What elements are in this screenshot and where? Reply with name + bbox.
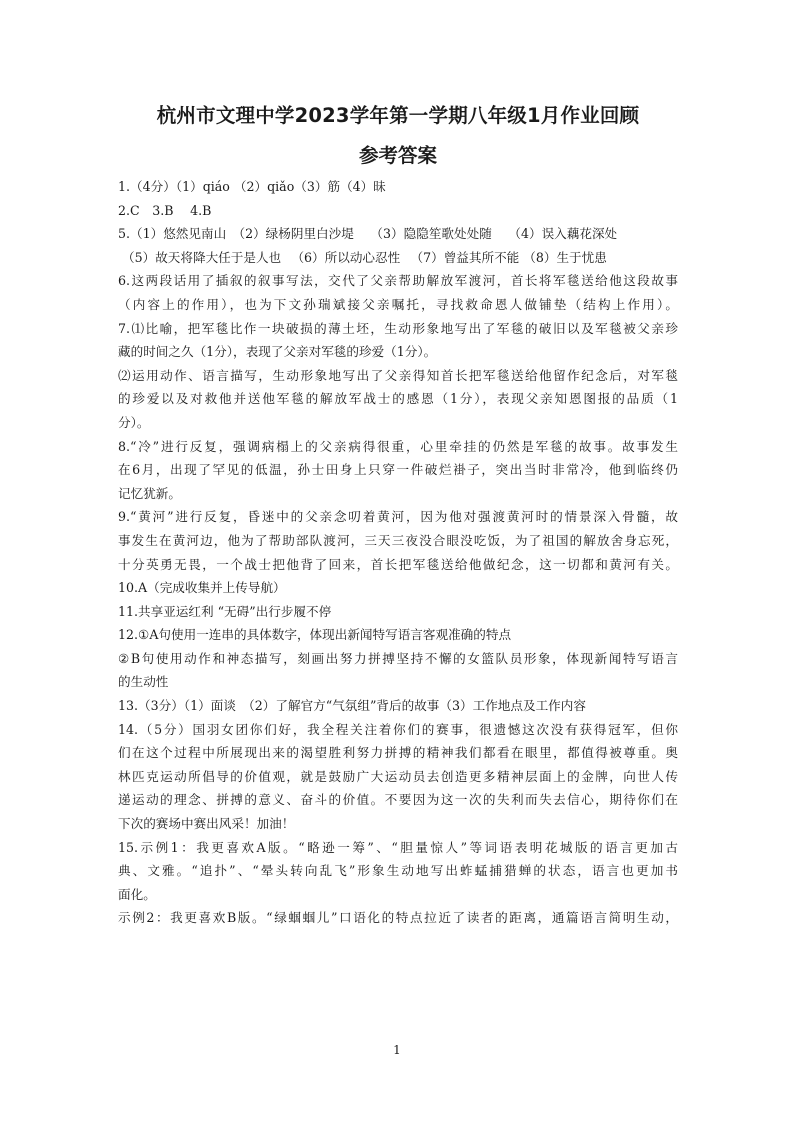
answer-line: 典、文雅。“追扑”、“晕头转向乱飞”形象生动地写出蚱蜢捕猎蝉的状态，语言也更加书	[118, 863, 678, 879]
answer-line: 递运动的理念、拼搏的意义、奋斗的价值。不要因为这一次的失利而失去信心，期待你们在	[118, 792, 678, 808]
answer-line: （内容上的作用），也为下文孙瑞斌接父亲嘱托，寻找救命恩人做铺垫（结构上作用）。	[118, 296, 678, 312]
answer-line: ⑵运用动作、语言描写，生动形象地写出了父亲得知首长把军毯送给他留作纪念后，对军毯	[118, 367, 678, 383]
answer-line: 14.（5分）国羽女团你们好，我全程关注着你们的赛事，很遗憾这次没有获得冠军，但你	[118, 721, 678, 737]
document-title: 杭州市文理中学2023学年第一学期八年级1月作业回顾	[156, 104, 640, 127]
answer-line: 十分英勇无畏，一个战士把他背了回来，首长把军毯送给他做纪念，这一切都和黄河有关。	[118, 556, 678, 572]
answer-line: 们在这个过程中所展现出来的渴望胜利努力拼搏的精神我们都看在眼里，都值得被尊重。奥	[118, 745, 678, 761]
answer-line: ②B句使用动作和神态描写，刻画出努力拼搏坚持不懈的女篮队员形象，体现新闻特写语言	[118, 650, 678, 666]
answer-body	[118, 175, 678, 930]
answer-line: 面化。	[118, 886, 156, 902]
answer-line: 记忆犹新。	[118, 485, 181, 501]
answer-line: 2.C 3.B 4.B	[118, 202, 212, 218]
answer-line: 11.共享亚运红利 “无碍”出行步履不停	[118, 603, 332, 619]
answer-line: 12.①A句使用一连串的具体数字，体现出新闻特写语言客观准确的特点	[118, 627, 512, 643]
answer-line: 15.示例1：我更喜欢A版。“略逊一筹”、“胆量惊人”等词语表明花城版的语言更加古	[118, 839, 678, 855]
answer-sheet	[118, 96, 678, 930]
answer-line: 分）。	[118, 414, 150, 430]
answer-line: 1.（4分）（1）qiáo （2）qiǎo（3）筋（4）昧	[118, 179, 386, 194]
answer-line: （5）故天将降大任于是人也 （6）所以动心忍性 （7）曾益其所不能 （8）生于忧患	[118, 249, 607, 265]
answer-line: 5.（1）悠然见南山 （2）绿杨阴里白沙堤 （3）隐隐笙歌处处随 （4）误入藕花深处	[118, 226, 618, 242]
page-number: 1	[393, 1043, 401, 1057]
answer-line: 13.（3分）（1）面谈 （2）了解官方“气氛组”背后的故事（3）工作地点及工作内容	[118, 698, 586, 714]
document-subtitle: 参考答案	[358, 144, 437, 167]
answer-line: 7.⑴比喻，把军毯比作一块破损的薄土坯，生动形象地写出了军毯的破旧以及军毯被父亲珍	[118, 320, 678, 336]
answer-line: 藏的时间之久（1分），表现了父亲对军毯的珍爱（1分）。	[118, 344, 437, 360]
answer-line: 9.“黄河”进行反复，昏迷中的父亲念叨着黄河，因为他对强渡黄河时的情景深入骨髓，故	[118, 509, 678, 525]
answer-line: 林匹克运动所倡导的价值观，就是鼓励广大运动员去创造更多精神层面上的金牌，向世人传	[118, 768, 678, 784]
answer-line: 8.“冷”进行反复，强调病榻上的父亲病得很重，心里牵挂的仍然是军毯的故事。故事发生	[118, 438, 678, 454]
answer-line: 6.这两段话用了插叙的叙事写法，交代了父亲帮助解放军渡河，首长将军毯送给他这段故事	[118, 273, 678, 289]
answer-line: 下次的赛场中赛出风采！加油！	[118, 816, 295, 832]
answer-line: 10.A（完成收集并上传导航）	[118, 580, 286, 596]
answer-line: 事发生在黄河边，他为了帮助部队渡河，三天三夜没合眼没吃饭，为了祖国的解放舍身忘死，	[118, 532, 678, 548]
answer-line: 在6月，出现了罕见的低温，孙士田身上只穿一件破烂褂子，突出当时非常冷，他到临终仍	[118, 462, 678, 478]
answer-line: 的生动性	[118, 674, 169, 690]
answer-line: 示例2：我更喜欢B版。“绿蝈蝈儿”口语化的特点拉近了读者的距离，通篇语言简明生动，	[118, 910, 678, 926]
answer-line: 的珍爱以及对救他并送他军毯的解放军战士的感恩（1分），表现父亲知恩图报的品质（1	[118, 391, 678, 407]
